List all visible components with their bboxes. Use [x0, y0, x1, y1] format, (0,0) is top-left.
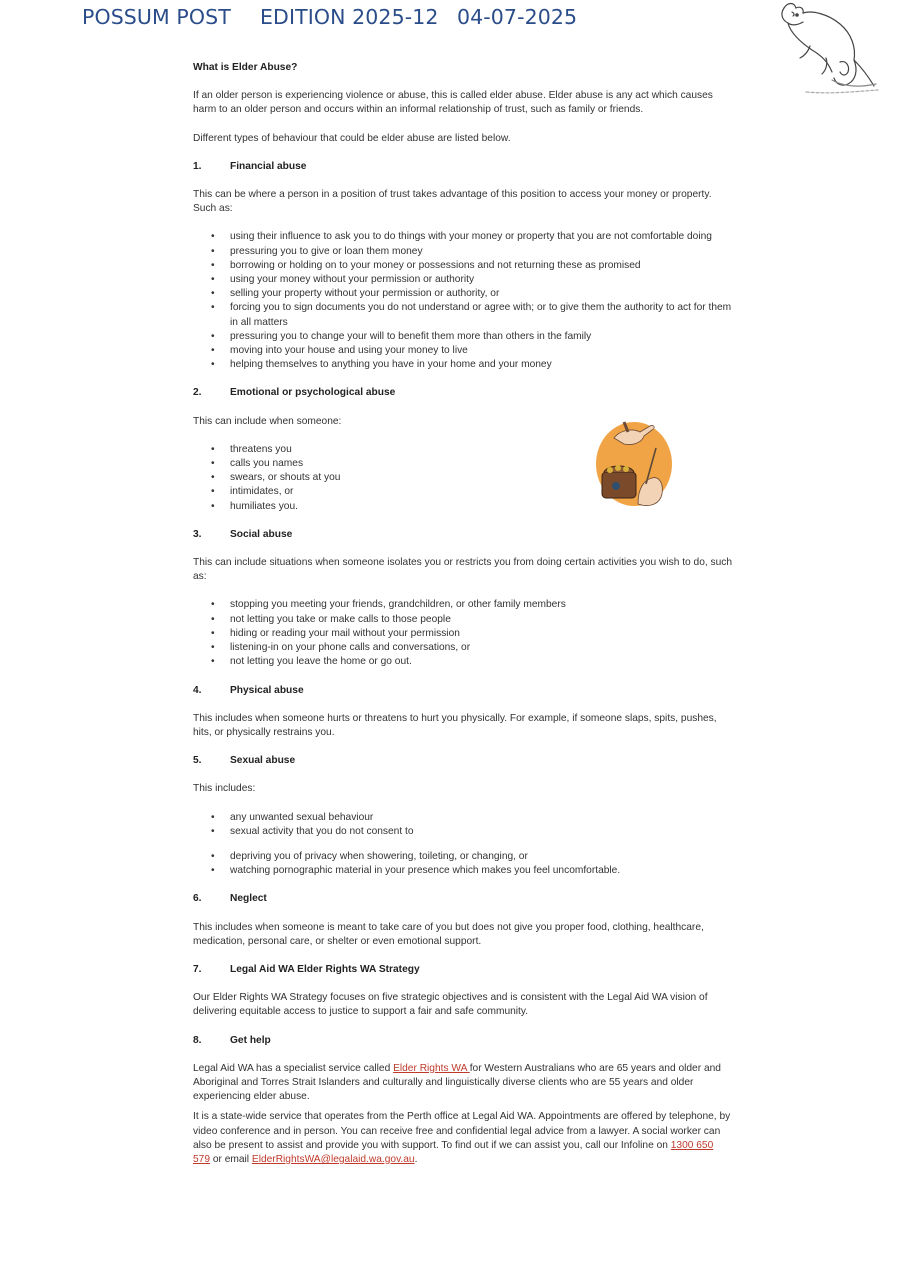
section-heading: 5. Sexual abuse — [193, 755, 296, 767]
list-item: • pressuring you to change your will to benefit them more than others in the family — [193, 330, 733, 344]
list-item: • humiliates you. — [193, 500, 733, 514]
get-help-paragraph: Legal Aid WA has a specialist service called Elder Rights WA for Western Australians who are 65 years and older and Aboriginal and Torres Strait Islanders and culturally and linguistically diverse clients who are 55 years and older experiencing elder abuse. — [193, 1062, 721, 1103]
list-item: • hiding or reading your mail without your permission — [193, 627, 733, 641]
bullet-list — [193, 230, 733, 372]
list-item: • helping themselves to anything you have in your home and your money — [193, 358, 733, 372]
list-item: • depriving you of privacy when showering, toileting, or changing, or — [193, 850, 733, 864]
possum-sketch-icon — [770, 0, 882, 100]
list-item: • watching pornographic material in your presence which makes you feel uncomfortable. — [193, 864, 733, 878]
list-item: • using your money without your permission or authority — [193, 273, 733, 287]
section-heading: 1. Financial abuse — [193, 160, 307, 172]
section-text: This includes when someone hurts or threatens to hurt you physically. For example, if someone slaps, spits, pushes, hits, or physically restrains you. — [193, 712, 717, 738]
section-text: Our Elder Rights WA Strategy focuses on five strategic objectives and is consistent with the Legal Aid WA vision of delivering equitable access to justice to support a fair and safe community. — [193, 992, 708, 1018]
edition-label: EDITION 2025-12 — [260, 5, 439, 29]
section-heading: 4. Physical abuse — [193, 684, 304, 696]
list-item: • swears, or shouts at you — [193, 471, 733, 485]
bullet-list — [193, 443, 733, 514]
section-text: This includes: — [193, 783, 256, 795]
section-text: This can include situations when someone isolates you or restricts you from doing certain activities you wish to do, such as: — [193, 557, 733, 583]
section-text: This can be where a person in a position of trust takes advantage of this position to access your money or property. Such as: — [193, 189, 712, 215]
publication-name: POSSUM POST — [82, 5, 231, 29]
section-text: This includes when someone is meant to take care of you but does not give you proper food, clothing, healthcare, medication, personal care, or shelter or even emotional support. — [193, 921, 704, 947]
bullet-list — [193, 811, 733, 839]
list-item: • threatens you — [193, 443, 733, 457]
article-title: What is Elder Abuse? — [193, 62, 298, 73]
elder-rights-wa-link[interactable]: Elder Rights WA — [393, 1062, 470, 1074]
list-item: • borrowing or holding on to your money or possessions and not returning these as promised — [193, 259, 733, 273]
intro-paragraph: If an older person is experiencing violence or abuse, this is called elder abuse. Elder abuse is any act which causes harm to an older person and occurs within an informal relationship of trust, such as family or friends. — [193, 90, 713, 116]
list-item: • any unwanted sexual behaviour — [193, 811, 733, 825]
email-link[interactable]: ElderRightsWA@legalaid.wa.gov.au — [251, 1153, 415, 1165]
contact-paragraph: It is a state-wide service that operates from the Perth office at Legal Aid WA. Appointments are offered by telephone, by video conference and in person. You can receive free and confidential legal advice from a lawyer. A social worker can also be present to assist and provide you with support. To find out if we can assist you, call our Infoline on 1300 650 579 or email ElderRightsWA@legalaid.wa.gov.au. — [193, 1111, 731, 1165]
section-heading: 2. Emotional or psychological abuse — [193, 387, 396, 399]
types-intro: Different types of behaviour that could be elder abuse are listed below. — [193, 132, 511, 144]
list-item: • sexual activity that you do not consent to — [193, 825, 733, 839]
infoline-phone-link[interactable]: 1300 650 579 — [193, 1139, 714, 1165]
list-item: • selling your property without your permission or authority, or — [193, 287, 733, 301]
list-item: • pressuring you to give or loan them money — [193, 245, 733, 259]
section-heading: 8. Get help — [193, 1034, 271, 1046]
list-item: • not letting you leave the home or go out. — [193, 655, 733, 669]
list-item: • using their influence to ask you to do things with your money or property that you are not comfortable doing — [193, 230, 733, 244]
list-item: • listening-in on your phone calls and conversations, or — [193, 641, 733, 655]
bullet-list — [193, 598, 733, 669]
section-heading: 6. Neglect — [193, 893, 267, 905]
list-item: • intimidates, or — [193, 485, 733, 499]
list-item: • moving into your house and using your money to live — [193, 344, 733, 358]
section-text: This can include when someone: — [193, 415, 342, 427]
section-heading: 3. Social abuse — [193, 528, 293, 540]
bullet-list — [193, 850, 733, 878]
list-item: • stopping you meeting your friends, grandchildren, or other family members — [193, 598, 733, 612]
list-item: • calls you names — [193, 457, 733, 471]
list-item: • forcing you to sign documents you do not understand or agree with; or to give them the authority to act for them in all matters — [193, 301, 733, 329]
article — [193, 61, 733, 1181]
list-item: • not letting you take or make calls to those people — [193, 613, 733, 627]
section-heading: 7. Legal Aid WA Elder Rights WA Strategy — [193, 963, 420, 975]
issue-date: 04-07-2025 — [457, 5, 578, 29]
